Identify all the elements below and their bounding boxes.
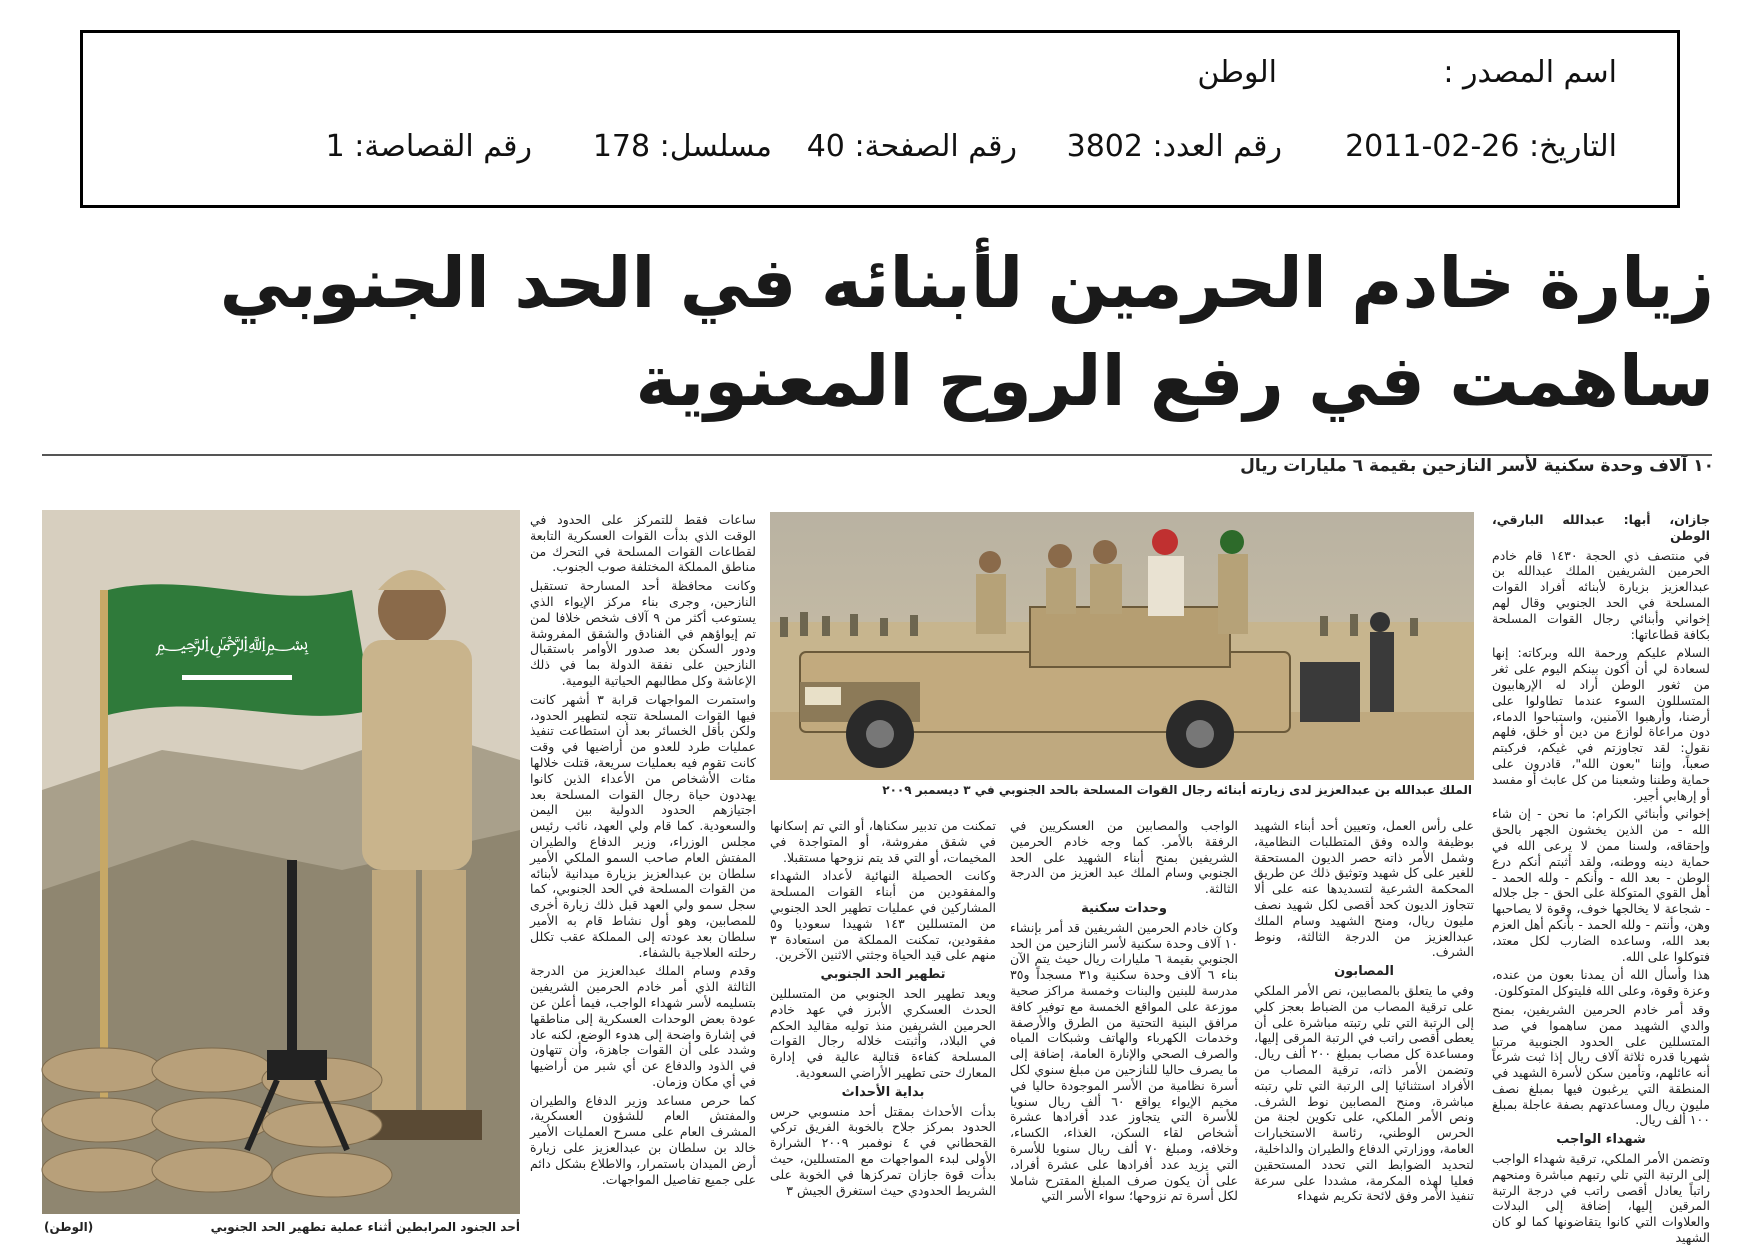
col5-para-5: كما حرص مساعد وزير الدفاع والطيران والمفتش العام للشؤون العسكرية، المشرف العام على مسرح العمليات الأمير خالد بن سلطان بن عبدالعزيز على زيارة أرض الميدان باستمرار، والاطلاع بشكل دائم على جميع تفاصيل المواجهات. — [530, 1092, 756, 1187]
soldier-illustration — [42, 510, 520, 1214]
page-field: رقم الصفحة: 40 — [806, 129, 1017, 164]
article-column-3 — [1010, 818, 1238, 1232]
article-column-4 — [770, 818, 996, 1232]
clip-field: رقم القصاصة: 1 — [325, 129, 532, 164]
col4-para-2: وكانت الحصيلة النهائية لأعداد الشهداء والمفقودين من أبناء القوات المسلحة المشاركين في عمليات تطهير الحد الجنوبي من المتسللين ١٤٣ شهيدا سعوديا و٥ مفقودين، تمكنت المملكة من استعادة ٣ منهم على قيد الحياة وجثتي الاثنين الآخرين. — [770, 868, 996, 963]
section-heading-martyrs: شهداء الواجب — [1556, 1132, 1646, 1148]
col1-para-3: إخواني وأبنائي الكرام: ما نحن - إن شاء الله - من الذين يخشون الجهر بالحق وإحقاقه، ولسنا ممن لا يرعى الله في حماية دينه ووطنه، ولقد أثبتم أنكم درع الوطن - بعد الله - وأنكم - ولله الحمد - أهل القوي المتوكلة على الحق - جل جلاله - شجاعة لا يخالجها خوف، وقوة لا يصاحبها وهن، وأنتم - ولله الحمد - بأنكم أهل العزم بعد الله، وساعده الضارب لكل معتد، فتوكلوا على الله. — [1492, 806, 1710, 964]
col1-tail: وتضمن الأمر الملكي، ترقية شهداء الواجب إلى الرتبة التي تلي رتبهم مباشرة ومنحهم راتباً يعادل أقصى راتب في درجة الرتبة المرقين إليها، إضافة إلى البدلات والعلاوات التي كانوا يتقاضونها كما لو كان الشهيد — [1492, 1151, 1710, 1246]
source-value: الوطن — [1197, 55, 1277, 90]
headline-line-2: ساهمت في رفع الروح المعنوية — [635, 340, 1714, 422]
col3-para-1: الواجب والمصابين من العسكريين في الرفقة بالأمر. كما وجه خادم الحرمين الشريفين بمنح أبناء الشهيد على الحد الجنوبي وسام الملك عبد العزيز من الدرجة الثالثة. — [1010, 818, 1238, 897]
headline-line-1: زيارة خادم الحرمين لأبنائه في الحد الجنوبي — [219, 242, 1714, 324]
col4-para-1: تمكنت من تدبير سكناها، أو التي تم إسكانها في شقق مفروشة، أو المتواجدة في المخيمات، أو التي قد يتم نزوحها مستقبلا. — [770, 818, 996, 865]
section-heading-beginning: بداية الأحداث — [841, 1084, 925, 1100]
section-heading-housing: وحدات سكنية — [1081, 900, 1167, 916]
col5-para-2: وكانت محافظة أحد المسارحة تستقبل النازحين، وجرى بناء مركز الإيواء الذي يستوعب أكثر من ٩ آلاف شخص خلافا لمن تم إيواؤهم في الفنادق والشقق المفروشة ودور السكن بعد صدور الأوامر باستقبال النازحين على نفقة الدولة بما في ذلك الإعاشة وكل مطالبهم الحياتية اليومية. — [530, 578, 756, 688]
col5-para-4: وقدم وسام الملك عبدالعزيز من الدرجة الثالثة الذي أمر خادم الحرمين الشريفين بتسليمه لأسر شهداء الواجب، فيما أعلن عن عودة بعض الوحدات العسكرية إلى مناطقها في إشارة واضحة إلى هدوء الوضع، لكنه عاد وشدد على أن القوات جاهزة، وأن تتهاون في الذود والدفاع عن أي شبر من أراضيها في أي مكان وزمان. — [530, 963, 756, 1089]
date-field: التاريخ: 26-02-2011 — [1345, 129, 1617, 164]
soldier-photo-caption: أحد الجنود المرابطين أثناء عملية تطهير الحد الجنوبي — [210, 1220, 520, 1234]
col1-para-1: في منتصف ذي الحجة ١٤٣٠ قام خادم الحرمين الشريفين الملك عبدالله بن عبدالعزيز بزيارة لأبنائه أفراد القوات المسلحة في الحد الجنوبي وقال لهم إخواني وأبنائي رجال القوات المسلحة بكافة قطاعاتها: — [1492, 547, 1711, 642]
byline: جازان، أبها: عبدالله البارقي، الوطن — [1492, 512, 1710, 543]
section-heading-wounded: المصابون — [1334, 964, 1394, 980]
flag-calligraphy: ﷽ — [155, 631, 309, 655]
article-column-1 — [1492, 512, 1711, 1246]
col1-para-4: هذا وأسأل الله أن يمدنا بعون من عنده، وعزة وقوة، وعلى الله فليتوكل المتوكلون. — [1492, 967, 1710, 999]
king-vehicle-photo — [770, 512, 1474, 780]
col2-para-1: على رأس العمل، وتعيين أحد أبناء الشهيد بوظيفة والده وفق المتطلبات النظامية، وشمل الأمر ذاته حصر الديون المستحقة للغير على كل شهيد وتوثيق ذلك عن طريق المحكمة الشرعية لتسديدها عنه على ألا تتجاوز الديون كحد أقصى لكل شهيد نصف مليون ريال، ومنح الشهيد وسام الملك عبدالعزيز من الدرجة الثالثة، ونوط الشرف. — [1254, 818, 1474, 960]
col5-para-1: ساعات فقط للتمركز على الحدود في الوقت الذي بدأت القوات العسكرية التابعة لقطاعات القوات المسلحة في التحرك من مناطق المملكة المختلفة صوب الجنوب. — [530, 512, 756, 575]
source-info-box — [80, 30, 1680, 208]
col1-para-5: وقد أمر خادم الحرمين الشريفين، بمنح والدي الشهيد ممن ساهموا في صد المتسللين على الحدود الجنوبية مرتبا شهريا قدره ثلاثة آلاف ريال إذا ثبت شرعاً أنه عائلهم، وتأمين سكن لأسرة الشهيد في المنطقة التي يرغبون فيها بمبلغ نصف مليون ريال ومساعدتهم بصفة عاجلة بمبلغ ١٠٠ ألف ريال. — [1492, 1001, 1710, 1128]
article-column-2 — [1254, 818, 1474, 1232]
source-label: اسم المصدر : — [1443, 55, 1617, 90]
col4-tail-2: بدأت الأحداث بمقتل أحد منسوبي حرس الحدود بمركز جلاح بالخوبة الفريق تركي القحطاني في ٤ نوفمبر ٢٠٠٩ الشرارة الأولى لبدء المواجهات مع المتسللين، حيث بدأت قوة جازان تمركزها في الخوبة على الشريط الحدودي حيث استغرق الجيش ٣ — [770, 1103, 996, 1198]
issue-field: رقم العدد: 3802 — [1066, 129, 1282, 164]
photo-credit: (الوطن) — [44, 1220, 94, 1234]
col1-para-2: السلام عليكم ورحمة الله وبركاته: إنها لسعادة لي أن أكون بينكم اليوم على ثغر من ثغور الوطن أراد له الإرهابيون المتسللون السوء عندما تطاولوا على أرضنا، وأرهبوا الآمنين، واستباحوا الدماء، دون مراعاة لوازع من دين أو خلق، فلهم نقول: لقد تجاوزتم في غيكم، فركبتم صعباً، وإننا "بعون الله"، قادرون على حماية وطننا وشعبنا من كل عابث أو مفسد أو إرهابي أجير. — [1492, 645, 1710, 803]
vehicle-photo-caption: الملك عبدالله بن عبدالعزيز لدى زيارته أبنائه رجال القوات المسلحة بالحد الجنوبي في ٣ ديسمبر ٢٠٠٩ — [882, 783, 1472, 797]
col4-tail: ويعد تطهير الحد الجنوبي من المتسللين الحدث العسكري الأبرز في عهد خادم الحرمين الشريفين منذ توليه مقاليد الحكم في البلاد، وأثبتت خلاله رجال القوات المسلحة كفاءة قتالية عالية في إدارة المعارك حتى تطهير الأراضي السعودية. — [770, 985, 996, 1080]
col3-tail: وكان خادم الحرمين الشريفين قد أمر بإنشاء ١٠ آلاف وحدة سكنية لأسر النازحين من الحد الجنوبي بقيمة ٦ مليارات ريال حيث يتم الآن بناء ٦ آلاف وحدة سكنية و٣١ مسجداً و٣٥ مدرسة للبنين والبنات وخمسة مراكز صحية موزعة على المواقع الخمسة مع توفير كافة مرافق البنية التحتية من الطرق والأرصفة وخدمات الكهرباء والهاتف وشبكات المياه والصرف الصحي والإنارة العامة، إضافة إلى ما يصرف حاليا للنازحين من مبلغ سنوي لكل أسرة نظامية من الأسر الموجودة حاليا في مخيم الإيواء يواقع ٦٠ ألف ريال سنويا للأسرة التي يتجاوز عدد أفرادها عشرة أشخاص لقاء السكن، الغذاء، الكساء، وخلافه، ومبلغ ٧٠ ألف ريال سنويا للأسرة التي يزيد عدد أفرادها على عشرة أفراد، على أن يكون صرف المبلغ المقترح شاملا لكل أسرة تم نزوحها؛ سواء الأسر التي — [1010, 919, 1238, 1204]
col2-tail: وفي ما يتعلق بالمصابين، نص الأمر الملكي على ترقية المصاب من الضباط بعجز كلي إلى الرتبة التي تلي رتبته مباشرة على أن يعطى أقصى راتب في الرتبة المرقى إليها، ومساعدة كل مصاب بمبلغ ٢٠٠ ألف ريال. وتضمن الأمر ذاته، ترقية المصاب من الأفراد استثنائيا إلى الرتبة التي تلي رتبته مباشرة، ومنح المصابين نوط الشرف. ونص الأمر الملكي، على تكوين لجنة من الحرس الوطني، رئاسة الاستخبارات العامة، ووزارتي الدفاع والطيران والداخلية، لتحديد الضوابط التي تحدد المستحقين فعليا لهذه المكرمة، مشددا على سرعة تنفيذ الأمر وفق لائحة تكريم شهداء — [1254, 982, 1474, 1204]
king-vehicle-illustration — [770, 512, 1474, 780]
soldier-flag-photo — [42, 510, 520, 1214]
section-heading-clearing: تطهير الحد الجنوبي — [820, 967, 946, 983]
subheadline: ١٠ آلاف وحدة سكنية لأسر النازحين بقيمة ٦ مليارات ريال — [1240, 456, 1714, 476]
article-column-5 — [530, 512, 756, 1232]
serial-field: مسلسل: 178 — [592, 129, 772, 164]
col5-para-3: واستمرت المواجهات قرابة ٣ أشهر كانت فيها القوات المسلحة تتجه لتطهير الحدود، ولكن بأقل الخسائر بعد أن استطاعت تنفيذ عمليات طرد للعدو من أراضيها في وقت كانت تقوم فيه بعمليات سريعة، قتلت خلالها مئات الأشخاص من الأعداء الذين كانوا يهددون حياة رجال القوات المسلحة بعد اجتيازهم الحدود الدولية بين اليمن والسعودية. كما قام ولي العهد، نائب رئيس مجلس الوزراء، وزير الدفاع والطيران المفتش العام صاحب السمو الملكي الأمير سلطان بن عبدالعزيز بزيارة ميدانية لأبنائه من القوات المسلحة في الحد الجنوبي، كما سجل سمو ولي العهد قبل ذلك زيارة أخرى للمصابين، وهو أول نشاط قام به الأمير سلطان بعد عودته إلى المملكة عقب تكلل رحلته العلاجية بالشفاء. — [530, 691, 756, 960]
